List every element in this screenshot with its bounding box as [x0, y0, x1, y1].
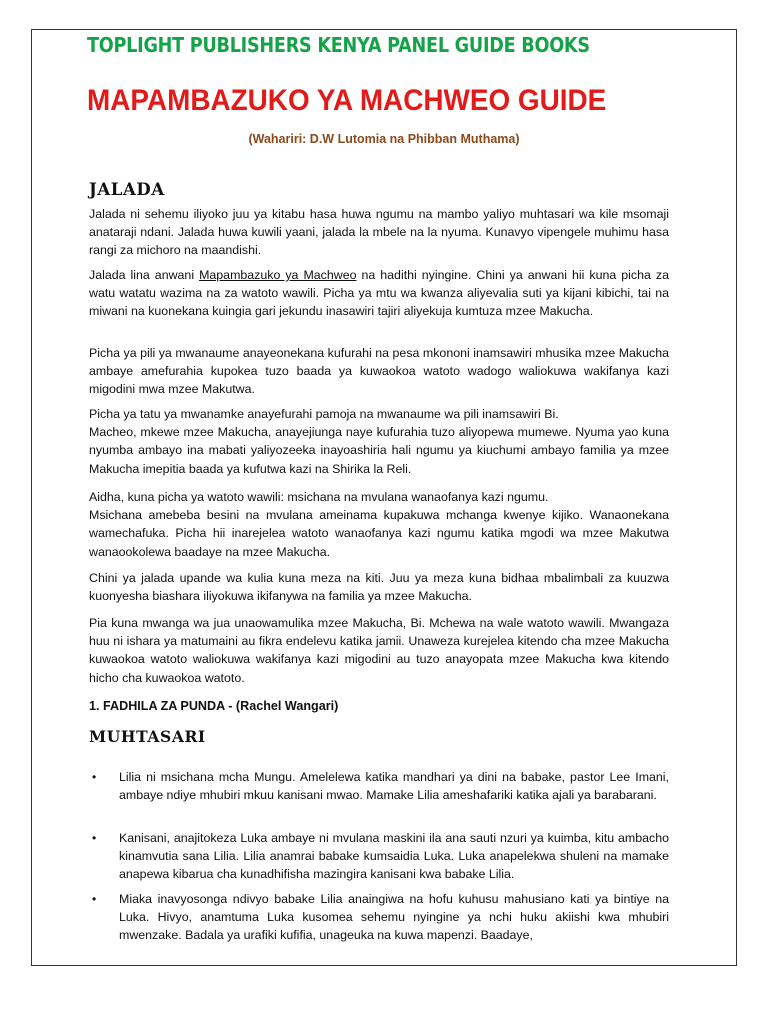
book-title-underlined: Mapambazuko ya Machweo — [199, 268, 357, 282]
jalada-paragraph-2 — [89, 266, 669, 321]
publisher-heading: TOPLIGHT PUBLISHERS KENYA PANEL GUIDE BOOKS — [87, 33, 590, 57]
p5-line-1: Aidha, kuna picha ya watoto wawili: msichana na mvulana wanaofanya kazi ngumu. — [89, 490, 549, 504]
jalada-paragraph-4 — [89, 405, 669, 478]
muhtasari-heading: MUHTASARI — [89, 727, 206, 746]
story-heading: 1. FADHILA ZA PUNDA - (Rachel Wangari) — [89, 699, 339, 713]
jalada-paragraph-6: Chini ya jalada upande wa kulia kuna meza na kiti. Juu ya meza kuna bidhaa mbalimbali za kuuzwa kuonyesha biashara iliyokuwa ikifanywa na familia ya mzee Makucha. — [89, 571, 669, 604]
p5-rest: Msichana amebeba besini na mvulana ameinama kupakuwa mchanga kwenye kijiko. Wanaonekana wamechafuka. Picha hii inarejelea watoto wanaofanya kazi ngumu katika mgodi wa mzee Makutwa wanaookolewa baadaye na mzee Makucha. — [89, 508, 669, 559]
p4-rest: Macheo, mkewe mzee Makucha, anayejiunga naye kufurahia tuzo aliyopewa mumewe. Nyuma yao kuna nyumba ambayo ina mabati yaliyozeeka inayoashiria hali ngumu ya kiuchumi ambayo familia ya mzee Makucha imepitia baada ya kufutwa kazi na Shirika la Reli. — [89, 425, 669, 476]
editors-line: (Wahariri: D.W Lutomia na Phibban Muthama) — [248, 132, 520, 146]
p4-line-1: Picha ya tatu ya mwanamke anayefurahi pamoja na mwanaume wa pili inamsawiri Bi. — [89, 407, 559, 421]
jalada-paragraph-5 — [89, 488, 669, 561]
document-title: MAPAMBAZUKO YA MACHWEO GUIDE — [87, 84, 607, 117]
bullet-icon: • — [92, 831, 97, 845]
p2-text-after: na hadithi nyingine. Chini ya anwani hii kuna picha za watu watatu wazima na za watoto wawili. Picha ya mtu wa kwanza aliyevalia suti ya kijani kibichi, tai na miwani na kuonekana kuingia gari jekundu inasawiri tajiri aliyekuja kumtuza mzee Makucha. — [89, 268, 669, 319]
bullet-icon: • — [92, 770, 97, 784]
jalada-paragraph-3: Picha ya pili ya mwanaume anayeonekana kufurahi na pesa mkononi inamsawiri mhusika mzee Makucha ambaye amefurahia kupokea tuzo baada ya kuwaokoa watoto wadogo waliokuwa wakifanya kazi migodini mwa mzee Makutwa. — [89, 346, 669, 397]
p2-text-before: Jalada lina anwani — [89, 268, 200, 282]
list-item-text: Lilia ni msichana mcha Mungu. Amelelewa katika mandhari ya dini na babake, pastor Lee Imani, ambaye ndiye mhubiri mkuu kanisani mwao. Mamake Lilia ameshafariki katika ajali ya barabarani. — [119, 770, 669, 803]
list-item-text: Miaka inavyosonga ndivyo babake Lilia anaingiwa na hofu kuhusu mahusiano kati ya bintiye na Luka. Hivyo, anamtuma Luka kusomea sehemu nyingine ya nchi huku akiishi kwa mhubiri mwenzake. Badala ya urafiki kufifia, unageuka na kuwa mapenzi. Baadaye, — [119, 892, 669, 943]
jalada-heading: JALADA — [89, 180, 165, 199]
jalada-paragraph-7: Pia kuna mwanga wa jua unaowamulika mzee Makucha, Bi. Mchewa na wale watoto wawili. Mwangaza huu ni ishara ya matumaini au fikra endelevu katika jamii. Unaweza kurejelea kitendo cha mzee Makucha kuwaokoa watoto waliokuwa wakifanya kazi migodini au tuzo anayopata mzee Makucha kwa kitendo hicho cha kuwaokoa watoto. — [89, 616, 669, 685]
bullet-icon: • — [92, 892, 97, 906]
list-item-text: Kanisani, anajitokeza Luka ambaye ni mvulana maskini ila ana sauti nzuri ya kuimba, kitu ambacho kinamvutia sana Lilia. Lilia anamrai babake kumsaidia Luka. Luka anapelekwa shuleni na mamake anapewa kibarua cha kunadhifisha mazingira kanisani kwa babake Lilia. — [119, 831, 669, 882]
jalada-paragraph-1: Jalada ni sehemu iliyoko juu ya kitabu hasa huwa ngumu na mambo yaliyo muhtasari wa kile msomaji anataraji ndani. Jalada huwa kuwili yaani, jalada la mbele na la nyuma. Kunavyo vipengele muhimu hasa rangi za michoro na maandishi. — [89, 207, 669, 258]
